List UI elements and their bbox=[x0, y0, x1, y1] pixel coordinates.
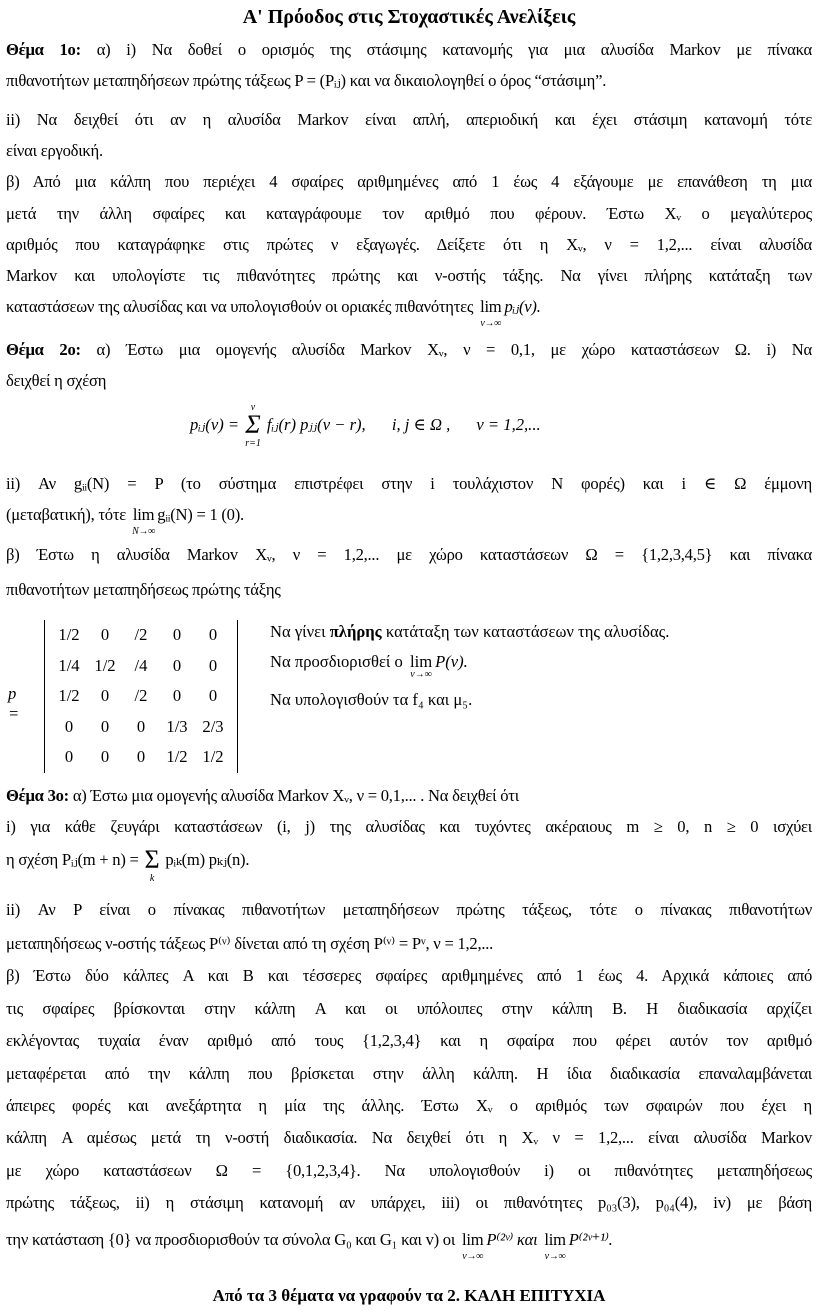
q3-text: την κατάσταση {0} να προσδιορισθούν τα σύνολα G₀ και G₁ και v) οι bbox=[6, 1230, 456, 1249]
matrix-cell: /4 bbox=[134, 655, 148, 675]
q1-line: ii) Να δειχθεί ότι αν η αλυσίδα Markov είναι απλή, απεριοδική και έχει στάσιμη κατανομή τότε bbox=[6, 110, 812, 129]
lim-subscript: N→∞ bbox=[132, 526, 156, 537]
lim-text: lim bbox=[544, 1230, 566, 1249]
matrix-task bbox=[270, 622, 669, 642]
q1-line: αριθμός που καταγράφηκε στις πρώτες ν εξαγωγές. Δείξετε ότι η Xᵥ, ν = 1,2,... είναι αλυσίδα bbox=[6, 235, 812, 254]
matrix-cell: 0 bbox=[208, 686, 218, 706]
matrix-row bbox=[51, 620, 231, 651]
q2-text: α) Έστω μια ομογενής αλυσίδα Markov Xᵥ, ν = 0,1, με χώρο καταστάσεων Ω. i) Να bbox=[80, 340, 812, 359]
q3-label: Θέμα 3ο: bbox=[6, 786, 69, 805]
lim-text: lim bbox=[461, 1230, 484, 1249]
limit-expression bbox=[480, 297, 502, 329]
q2-line bbox=[6, 340, 812, 362]
q3-line: i) για κάθε ζευγάρι καταστάσεων (i, j) της αλυσίδας και τυχόντες ακέραιους m ≥ 0, n ≥ 0 ισχύει bbox=[6, 817, 812, 836]
matrix-label: p = bbox=[8, 684, 20, 723]
q3-line bbox=[6, 1230, 812, 1262]
formula-lhs: pᵢⱼ(ν) = bbox=[190, 415, 240, 434]
matrix-cell: 1/2 bbox=[58, 625, 80, 645]
matrix-cell: 0 bbox=[64, 716, 74, 736]
matrix-cell: 0 bbox=[100, 747, 110, 767]
limit-expression bbox=[409, 652, 433, 680]
lim-argument: pᵢⱼ(ν). bbox=[504, 297, 541, 316]
q3-line bbox=[6, 786, 812, 806]
matrix-cell: 0 bbox=[208, 655, 218, 675]
q1-line: είναι εργοδική. bbox=[6, 141, 103, 160]
q3-line: μεταπηδήσεως ν-οστής τάξεως P⁽ᵛ⁾ δίνεται από τη σχέση P⁽ᵛ⁾ = Pᵛ, ν = 1,2,... bbox=[6, 934, 494, 953]
lim-subscript: ν→∞ bbox=[410, 669, 432, 680]
matrix-cell: /2 bbox=[134, 686, 148, 706]
matrix-row bbox=[51, 651, 231, 682]
formula-rhs: fᵢⱼ(r) pⱼⱼ(ν − r), bbox=[266, 415, 366, 434]
limit-expression bbox=[132, 505, 156, 537]
matrix-cell: 1/2 bbox=[166, 747, 188, 767]
matrix-cell: /2 bbox=[134, 625, 148, 645]
limit-expression bbox=[544, 1230, 566, 1262]
q1-line: β) Από μια κάλπη που περιέχει 4 σφαίρες αριθμημένες από 1 έως 4 εξάγουμε με επανάθεση τη μια bbox=[6, 172, 812, 191]
matrix-cell: 0 bbox=[172, 686, 182, 706]
task-emphasis: πλήρης bbox=[329, 622, 382, 641]
lim-subscript: ν→∞ bbox=[480, 318, 502, 329]
matrix-row bbox=[51, 712, 231, 743]
q3-text: P⁽²ᵛ⁺¹⁾. bbox=[568, 1230, 613, 1249]
matrix-cell: 0 bbox=[136, 747, 146, 767]
sigma: Σ bbox=[245, 410, 261, 439]
q3-text: pᵢₖ(m) pₖⱼ(n). bbox=[165, 850, 250, 869]
matrix-cell: 0 bbox=[136, 716, 146, 736]
q2-line: ii) Αν gᵢᵢ(N) = P (το σύστημα επιστρέφει στην i τουλάχιστον N φορές) και i ∈ Ω έμμονη bbox=[6, 474, 812, 493]
q3-line: πρώτης τάξεως, ii) η στάσιμη κατανομή αν υπάρχει, iii) οι πιθανότητες p₀₃(3), p₀₄(4), iv) με βάση bbox=[6, 1193, 812, 1212]
q1-line: Markov και υπολογίστε τις πιθανότητες πρώτης και ν-οστής τάξης. Να γίνει πλήρης κατάταξη των bbox=[6, 266, 812, 285]
formula-condition: ν = 1,2,... bbox=[476, 415, 541, 434]
q2-line: πιθανοτήτων μεταπηδήσεως πρώτης τάξης bbox=[6, 580, 281, 599]
matrix-cell: 0 bbox=[64, 747, 74, 767]
q3-line: κάλπη A αμέσως μετά τη ν-οστή διαδικασία. Να δειχθεί ότι η Xᵥ ν = 1,2,... είναι αλυσίδα Markov bbox=[6, 1128, 812, 1147]
q3-line: άπειρες φορές και ανεξάρτητα η μία της άλλης. Έστω Xᵥ ο αριθμός των σφαιρών που έχει η bbox=[6, 1096, 812, 1115]
matrix-cell: 0 bbox=[100, 625, 110, 645]
matrix-cell: 1/3 bbox=[166, 716, 188, 736]
sum-symbol bbox=[245, 402, 261, 449]
matrix-cell: 1/2 bbox=[58, 686, 80, 706]
task-text: Να προσδιορισθεί ο bbox=[270, 652, 403, 671]
matrix-cell: 0 bbox=[100, 686, 110, 706]
sigma: Σ bbox=[144, 845, 160, 874]
q1-line bbox=[6, 40, 812, 62]
q2-label: Θέμα 2ο: bbox=[6, 340, 81, 359]
q3-text: α) Έστω μια ομογενής αλυσίδα Markov Xᵥ, ν = 0,1,... . Να δειχθεί ότι bbox=[68, 786, 519, 805]
q2-line bbox=[6, 505, 812, 537]
lim-text: lim bbox=[480, 297, 502, 316]
lim-subscript: ν→∞ bbox=[462, 1251, 484, 1262]
task-text: κατάταξη των καταστάσεων της αλυσίδας. bbox=[385, 622, 670, 641]
matrix-row bbox=[51, 681, 231, 712]
matrix-cell: 1/4 bbox=[58, 655, 80, 675]
matrix-cell: 0 bbox=[172, 625, 182, 645]
q1-text: καταστάσεων της αλυσίδας και να υπολογισθούν οι οριακές πιθανότητες bbox=[6, 297, 474, 316]
matrix-cell: 0 bbox=[172, 655, 182, 675]
matrix-task: Να υπολογισθούν τα f₄ και μ₅. bbox=[270, 690, 473, 709]
q2-line: β) Έστω η αλυσίδα Markov Xᵥ, ν = 1,2,... με χώρο καταστάσεων Ω = {1,2,3,4,5} και πίνακα bbox=[6, 545, 812, 564]
q3-line: εκλέγοντας τυχαία έναν αριθμό από τους {1,2,3,4} και η σφαίρα που φέρει αυτόν τον αριθμό bbox=[6, 1031, 812, 1050]
task-text: Να γίνει bbox=[270, 622, 326, 641]
q3-line: β) Έστω δύο κάλπες A και B και τέσσερες σφαίρες αριθμημένες από 1 έως 4. Αρχικά κάποιες από bbox=[6, 966, 812, 985]
sum-lower: k bbox=[149, 873, 155, 884]
q3-line: τις σφαίρες βρίσκονται στην κάλπη A και οι υπόλοιπες στην κάλπη B. Η διαδικασία αρχίζει bbox=[6, 999, 812, 1018]
lim-text: lim bbox=[409, 652, 433, 671]
q3-text: P⁽²ᵛ⁾ και bbox=[486, 1230, 538, 1249]
q2-line: δειχθεί η σχέση bbox=[6, 371, 107, 390]
q1-text: α) i) Να δοθεί ο ορισμός της στάσιμης κατανομής για μια αλυσίδα Markov με πίνακα bbox=[80, 40, 812, 59]
q1-line: μετά την άλλη σφαίρες και καταγράφουμε τον αριθμό που φέρουν. Έστω Xᵥ ο μεγαλύτερος bbox=[6, 204, 812, 223]
lim-text: lim bbox=[132, 505, 155, 524]
sum-upper: ν bbox=[250, 402, 256, 413]
q3-line: μεταφέρεται από την κάλπη που βρίσκεται στην άλλη κάλπη. Η ίδια διαδικασία επαναλαμβάνεται bbox=[6, 1064, 812, 1083]
q2-text: (μεταβατική), τότε bbox=[6, 505, 126, 524]
q1-line bbox=[6, 297, 812, 329]
formula-condition: i, j ∈ Ω , bbox=[391, 415, 451, 434]
matrix-cell: 1/2 bbox=[94, 655, 116, 675]
sum-symbol bbox=[144, 845, 160, 884]
matrix-cell: 0 bbox=[208, 625, 218, 645]
q1-line: πιθανοτήτων μεταπηδήσεων πρώτης τάξεως P = (Pᵢⱼ) και να δικαιολογηθεί ο όρος “στάσιμη”. bbox=[6, 71, 607, 90]
page-title: Α' Πρόοδος στις Στοχαστικές Ανελίξεις bbox=[242, 6, 576, 28]
lim-subscript: ν→∞ bbox=[544, 1251, 566, 1262]
q1-label: Θέμα 1ο: bbox=[6, 40, 81, 59]
matrix-task bbox=[270, 652, 468, 680]
matrix-cell: 1/2 bbox=[202, 747, 224, 767]
sum-lower: r=1 bbox=[245, 438, 261, 449]
q3-line: ii) Αν P είναι ο πίνακας πιθανοτήτων μεταπηδήσεων πρώτης τάξεως, τότε ο πίνακας πιθανοτήτων bbox=[6, 900, 812, 919]
task-text: P(ν). bbox=[435, 652, 468, 671]
footer-note: Από τα 3 θέματα να γραφούν τα 2. ΚΑΛΗ ΕΠΙΤΥΧΙΑ bbox=[212, 1286, 606, 1305]
matrix-cell: 2/3 bbox=[202, 716, 224, 736]
matrix-row bbox=[51, 742, 231, 773]
q3-line: με χώρο καταστάσεων Ω = {0,1,2,3,4}. Να υπολογισθούν i) οι πιθανότητες μεταπηδήσεως bbox=[6, 1161, 812, 1180]
q3-text: η σχέση Pᵢⱼ(m + n) = bbox=[6, 850, 139, 869]
q2-text: gᵢᵢ(N) = 1 (0). bbox=[157, 505, 244, 524]
matrix-grid bbox=[44, 620, 238, 773]
matrix-cell: 0 bbox=[100, 716, 110, 736]
limit-expression bbox=[461, 1230, 484, 1262]
q2-formula bbox=[190, 402, 541, 449]
q3-line bbox=[6, 845, 812, 884]
